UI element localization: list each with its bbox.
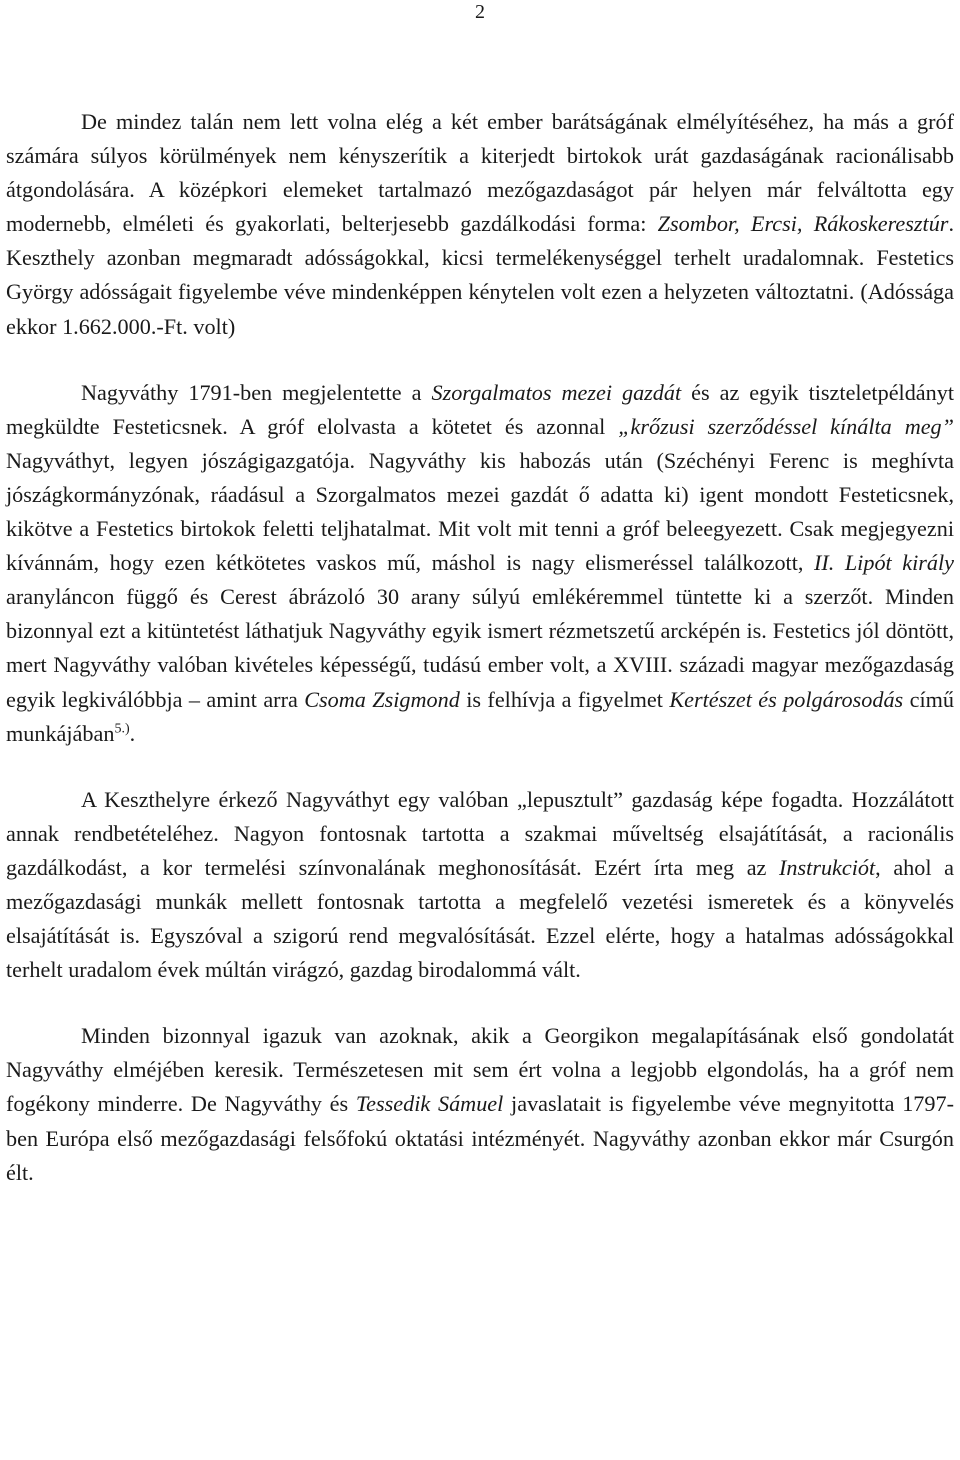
italic-text: Csoma Zsigmond bbox=[304, 686, 460, 712]
document-body bbox=[6, 105, 954, 1190]
footnote-ref: 5.) bbox=[114, 721, 130, 737]
text-run: A Keszthelyre érkező Nagyváthyt egy valóban „lepusztult” gazdaság képe fogadta. Hozzálátott annak rendbetételéhez. Nagyon fontosnak tartotta a szakmai műveltség elsajátítását, a racionális gazdálkodást, a kor termelési színvonalának meghonosítását. Ezért írta meg az bbox=[6, 786, 954, 880]
text-run: Nagyváthyt, legyen jószágigazgatója. Nagyváthy kis habozás után (Széchényi Ferenc is meghívta jószágkormányzónak, ráadásul a Szorgalmatos mezei gazdát ő adatta ki) igent mondott Festeticsnek, kikötve a Festetics birtokok feletti teljhatalmat. Mit volt mit tenni a gróf beleegyezett. Csak megjegyezni kívánnám, hogy ezen kétkötetes vaskos mű, máshol is nagy elismeréssel találkozott, bbox=[6, 447, 954, 576]
text-run: javaslatait is figyelembe véve megnyitotta 1797-ben Európa első mezőgazdasági felsőfokú oktatási intézményét. Nagyváthy azonban ekkor már Csurgón élt. bbox=[6, 1091, 954, 1185]
paragraph-4 bbox=[6, 1019, 954, 1189]
italic-text: Tessedik Sámuel bbox=[355, 1091, 504, 1117]
page-number: 2 bbox=[475, 1, 485, 23]
italic-text: Instrukciót bbox=[779, 854, 876, 880]
text-run: Nagyváthy 1791-ben megjelentette a bbox=[81, 379, 432, 405]
text-run: Minden bizonnyal igazuk van azoknak, akik a Georgikon megalapításának első gondolatát Nagyváthy elméjében keresik. Természetesen mit sem ért volna a legjobb elgondolás, ha a gróf nem fogékony minderre. De Nagyváthy és bbox=[6, 1023, 954, 1117]
text-run: is felhívja a figyelmet bbox=[459, 686, 670, 712]
italic-text: Szorgalmatos mezei gazdát bbox=[431, 379, 682, 405]
paragraph-1 bbox=[6, 105, 954, 344]
paragraph-3 bbox=[6, 783, 954, 988]
italic-text: Kertészet és polgárosodás bbox=[669, 686, 904, 712]
text-run: . Keszthely azonban megmaradt adósságokkal, kicsi termelékenységgel terhelt uradalomnak. Festetics György adósságait figyelembe véve mindenképpen kénytelen volt ezen a helyzeten változtatni. (Adóssága ekkor 1.662.000.-Ft. volt) bbox=[6, 211, 954, 339]
text-run: és az egyik tiszteletpéldányt megküldte Festeticsnek. A gróf elolvasta a kötetet és azonnal bbox=[6, 379, 954, 439]
italic-text: Zsombor, Ercsi, Rákoskeresztúr bbox=[657, 211, 949, 237]
text-run: De mindez talán nem lett volna elég a két ember barátságának elmélyítéséhez, ha más a gróf számára súlyos körülmények nem kényszerítik a kiterjedt birtokok urát gazdaságának racionálisabb átgondolására. A középkori elemeket tartalmazó mezőgazdaságot pár helyen már felváltotta egy modernebb, elméleti és gyakorlati, belterjesebb gazdálkodási forma: bbox=[6, 109, 954, 237]
text-run: , ahol a mezőgazdasági munkák mellett fontosnak tartotta a megfelelő vezetési ismeretek és a könyvelés elsajátítását is. Egyszóval a szigorú rend megvalósítását. Ezzel elérte, hogy a hatalmas adósságokkal terhelt uradalom évek múltán virágzó, gazdag birodalommá vált. bbox=[6, 854, 954, 983]
text-run: című munkájában bbox=[6, 686, 954, 746]
paragraph-2 bbox=[6, 376, 954, 751]
italic-text: „krőzusi szerződéssel kínálta meg” bbox=[618, 413, 954, 439]
text-run: . bbox=[129, 720, 136, 746]
text-run: aranyláncon függő és Cerest ábrázoló 30 arany súlyú emlékéremmel tüntette ki a szerzőt. Minden bizonnyal ezt a kitüntetést láthatjuk Nagyváthy egyik ismert rézmetszetű arcképén is. Festetics jól döntött, mert Nagyváthy valóban kivételes képességű, tudású ember volt, a XVIII. századi magyar mezőgazdaság egyik legkiválóbbja – amint arra bbox=[6, 584, 954, 712]
italic-text: II. Lipót király bbox=[813, 550, 954, 576]
